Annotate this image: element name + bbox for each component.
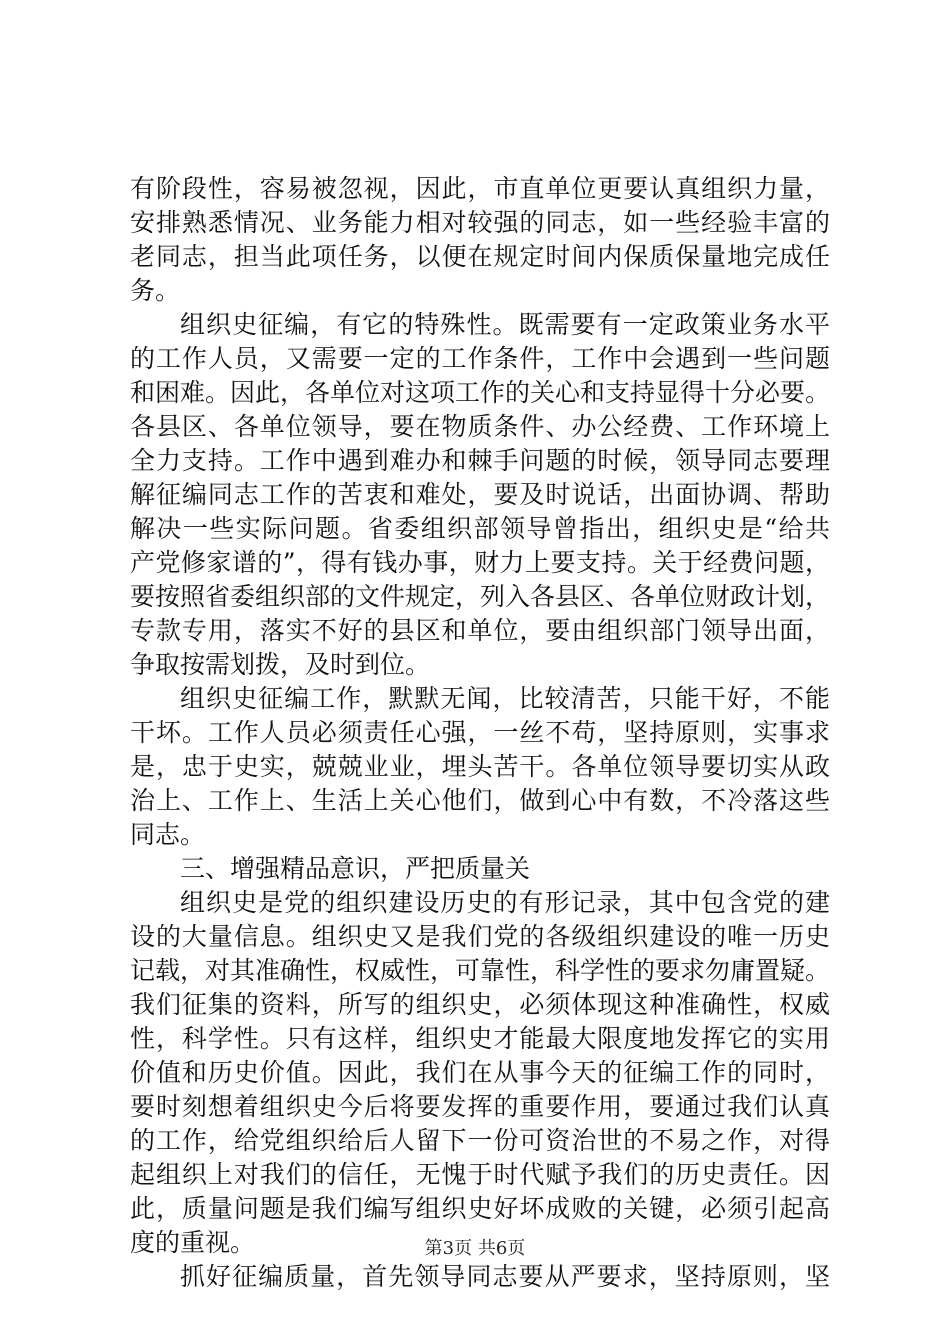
text-line: 性，科学性。只有这样，组织史才能最大限度地发挥它的实用 [130,1024,830,1053]
text-line: 争取按需划拨，及时到位。 [130,650,431,679]
text-line: 组织史征编，有它的特殊性。既需要有一定政策业务水平 [180,310,830,339]
page-footer [0,1238,950,1260]
text-line: 安排熟悉情况、业务能力相对较强的同志，如一些经验丰富的 [130,208,830,237]
text-line: 是，忠于史实，兢兢业业，埋头苦干。各单位领导要切实从政 [130,752,830,781]
text-line: 各县区、各单位领导，要在物质条件、办公经费、工作环境上 [130,412,830,441]
text-line: 价值和历史价值。因此，我们在从事今天的征编工作的同时， [130,1058,830,1087]
text-line: 组织史征编工作，默默无闻，比较清苦，只能干好，不能 [180,684,830,713]
text-line: 要按照省委组织部的文件规定，列入各县区、各单位财政计划， [130,582,831,611]
text-line: 起组织上对我们的信任，无愧于时代赋予我们的历史责任。因 [130,1160,830,1189]
text-line: 的工作人员，又需要一定的工作条件，工作中会遇到一些问题 [130,344,830,373]
text-line: 三、增强精品意识，严把质量关 [180,854,531,883]
text-line: 我们征集的资料，所写的组织史，必须体现这种准确性，权威 [130,990,830,1019]
document-body [130,172,830,1294]
text-line: 和困难。因此，各单位对这项工作的关心和支持显得十分必要。 [130,378,831,407]
text-line: 要时刻想着组织史今后将要发挥的重要作用，要通过我们认真 [130,1092,830,1121]
text-line: 解征编同志工作的苦衷和难处，要及时说话，出面协调、帮助 [130,480,830,509]
text-line: 解决一些实际问题。省委组织部领导曾指出，组织史是“给共 [130,514,830,543]
text-line: 的工作，给党组织给后人留下一份可资治世的不易之作，对得 [130,1126,830,1155]
text-line: 专款专用，落实不好的县区和单位，要由组织部门领导出面， [130,616,830,645]
text-line: 全力支持。工作中遇到难办和棘手问题的时候，领导同志要理 [130,446,830,475]
text-line: 组织史是党的组织建设历史的有形记录，其中包含党的建 [180,888,830,917]
text-line: 记载，对其准确性，权威性，可靠性，科学性的要求勿庸置疑。 [130,956,831,985]
text-line: 干坏。工作人员必须责任心强，一丝不苟，坚持原则，实事求 [130,718,830,747]
text-line: 务。 [130,276,181,305]
text-line: 此，质量问题是我们编写组织史好坏成败的关键，必须引起高 [130,1194,830,1223]
text-line: 有阶段性，容易被忽视，因此，市直单位更要认真组织力量， [130,174,830,203]
text-line: 抓好征编质量，首先领导同志要从严要求，坚持原则，坚 [180,1262,830,1291]
text-line: 度的重视。 [130,1228,256,1257]
text-line: 老同志，担当此项任务，以便在规定时间内保质保量地完成任 [130,242,830,271]
page-number-label: 第3页 共6页 [424,1238,526,1259]
text-line: 治上、工作上、生活上关心他们，做到心中有数，不冷落这些 [130,786,830,815]
text-line: 同志。 [130,820,206,849]
text-line: 设的大量信息。组织史又是我们党的各级组织建设的唯一历史 [130,922,830,951]
text-line: 产党修家谱的”，得有钱办事，财力上要支持。关于经费问题， [130,548,830,577]
